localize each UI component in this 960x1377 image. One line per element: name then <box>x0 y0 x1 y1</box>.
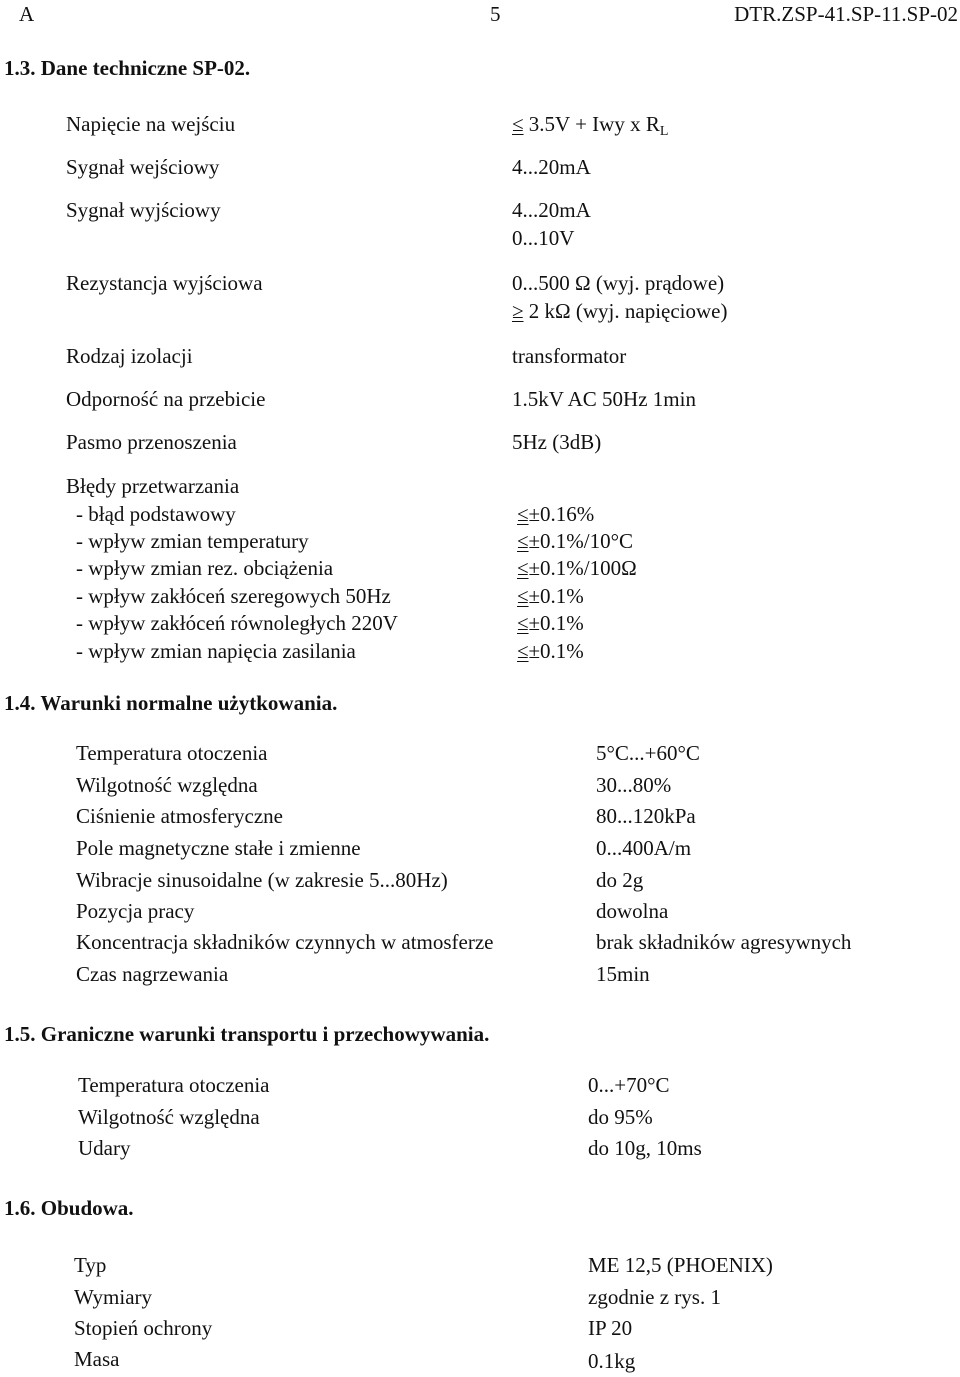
condition-value: brak składników agresywnych <box>596 930 852 954</box>
transport-value: 0...+70°C <box>588 1073 670 1097</box>
errors-title: Błędy przetwarzania <box>66 474 240 498</box>
condition-value: 5°C...+60°C <box>596 741 700 765</box>
condition-label: Temperatura otoczenia <box>76 741 268 765</box>
error-label: - wpływ zakłóceń równoległych 220V <box>76 611 398 635</box>
le-symbol: ≤ <box>512 112 524 136</box>
error-value: ≤±0.16% <box>517 502 595 526</box>
transport-label: Wilgotność względna <box>78 1105 260 1129</box>
section-title-normal-conditions: 1.4. Warunki normalne użytkowania. <box>4 691 338 715</box>
error-label: - błąd podstawowy <box>76 502 236 526</box>
section-title-housing: 1.6. Obudowa. <box>4 1196 134 1220</box>
condition-value: dowolna <box>596 899 669 923</box>
value-output-signal-voltage: 0...10V <box>512 226 575 250</box>
value-breakdown-resistance: 1.5kV AC 50Hz 1min <box>512 387 696 411</box>
value-input-signal: 4...20mA <box>512 155 591 179</box>
value-output-signal-current: 4...20mA <box>512 198 591 222</box>
label-input-signal: Sygnał wejściowy <box>66 155 220 179</box>
transport-value: do 10g, 10ms <box>588 1136 702 1160</box>
condition-label: Pozycja pracy <box>76 899 195 923</box>
transport-value: do 95% <box>588 1105 653 1129</box>
condition-value: 0...400A/m <box>596 836 692 860</box>
housing-label: Masa <box>74 1347 120 1371</box>
label-isolation-type: Rodzaj izolacji <box>66 344 193 368</box>
condition-label: Ciśnienie atmosferyczne <box>76 804 284 828</box>
label-output-resistance: Rezystancja wyjściowa <box>66 271 263 295</box>
condition-label: Wibracje sinusoidalne (w zakresie 5...80Hz) <box>76 868 448 892</box>
error-value: ≤±0.1%/100Ω <box>517 556 637 580</box>
housing-label: Wymiary <box>74 1285 153 1309</box>
error-value: ≤±0.1%/10°C <box>517 529 634 553</box>
value-output-resistance-current: 0...500 Ω (wyj. prądowe) <box>512 271 725 295</box>
value-isolation-type: transformator <box>512 344 627 368</box>
error-value: ≤±0.1% <box>517 584 584 608</box>
label-output-signal: Sygnał wyjściowy <box>66 198 221 222</box>
condition-value: 30...80% <box>596 773 672 797</box>
ge-symbol: ≥ <box>512 299 524 323</box>
error-label: - wpływ zmian napięcia zasilania <box>76 639 356 663</box>
condition-value: 15min <box>596 962 650 986</box>
error-label: - wpływ zmian temperatury <box>76 529 309 553</box>
error-label: - wpływ zakłóceń szeregowych 50Hz <box>76 584 391 608</box>
label-bandwidth: Pasmo przenoszenia <box>66 430 237 454</box>
error-value: ≤±0.1% <box>517 639 584 663</box>
housing-value: IP 20 <box>588 1316 633 1340</box>
error-value: ≤±0.1% <box>517 611 584 635</box>
housing-label: Typ <box>74 1253 107 1277</box>
page-number: 5 <box>490 2 501 26</box>
condition-label: Koncentracja składników czynnych w atmosferze <box>76 930 494 954</box>
condition-label: Pole magnetyczne stałe i zmienne <box>76 836 361 860</box>
value-bandwidth: 5Hz (3dB) <box>512 430 602 454</box>
housing-value: zgodnie z rys. 1 <box>588 1285 721 1309</box>
document-id: DTR.ZSP-41.SP-11.SP-02 <box>734 2 958 26</box>
condition-value: 80...120kPa <box>596 804 696 828</box>
transport-label: Udary <box>78 1136 131 1160</box>
label-input-voltage: Napięcie na wejściu <box>66 112 236 136</box>
section-title-transport-conditions: 1.5. Graniczne warunki transportu i przechowywania. <box>4 1022 490 1046</box>
condition-label: Wilgotność względna <box>76 773 258 797</box>
transport-label: Temperatura otoczenia <box>78 1073 270 1097</box>
housing-label: Stopień ochrony <box>74 1316 213 1340</box>
error-label: - wpływ zmian rez. obciążenia <box>76 556 334 580</box>
header-left: A <box>19 2 35 26</box>
value-input-voltage: ≤ 3.5V + Iwy x $R_L$ <box>512 112 669 139</box>
section-title-technical-data: 1.3. Dane techniczne SP-02. <box>4 56 251 80</box>
housing-value: ME 12,5 (PHOENIX) <box>588 1253 773 1277</box>
housing-value: 0.1kg <box>588 1349 636 1373</box>
condition-value: do 2g <box>596 868 644 892</box>
condition-label: Czas nagrzewania <box>76 962 229 986</box>
label-breakdown-resistance: Odporność na przebicie <box>66 387 266 411</box>
value-output-resistance-voltage: ≥ 2 kΩ (wyj. napięciowe) <box>512 299 728 323</box>
